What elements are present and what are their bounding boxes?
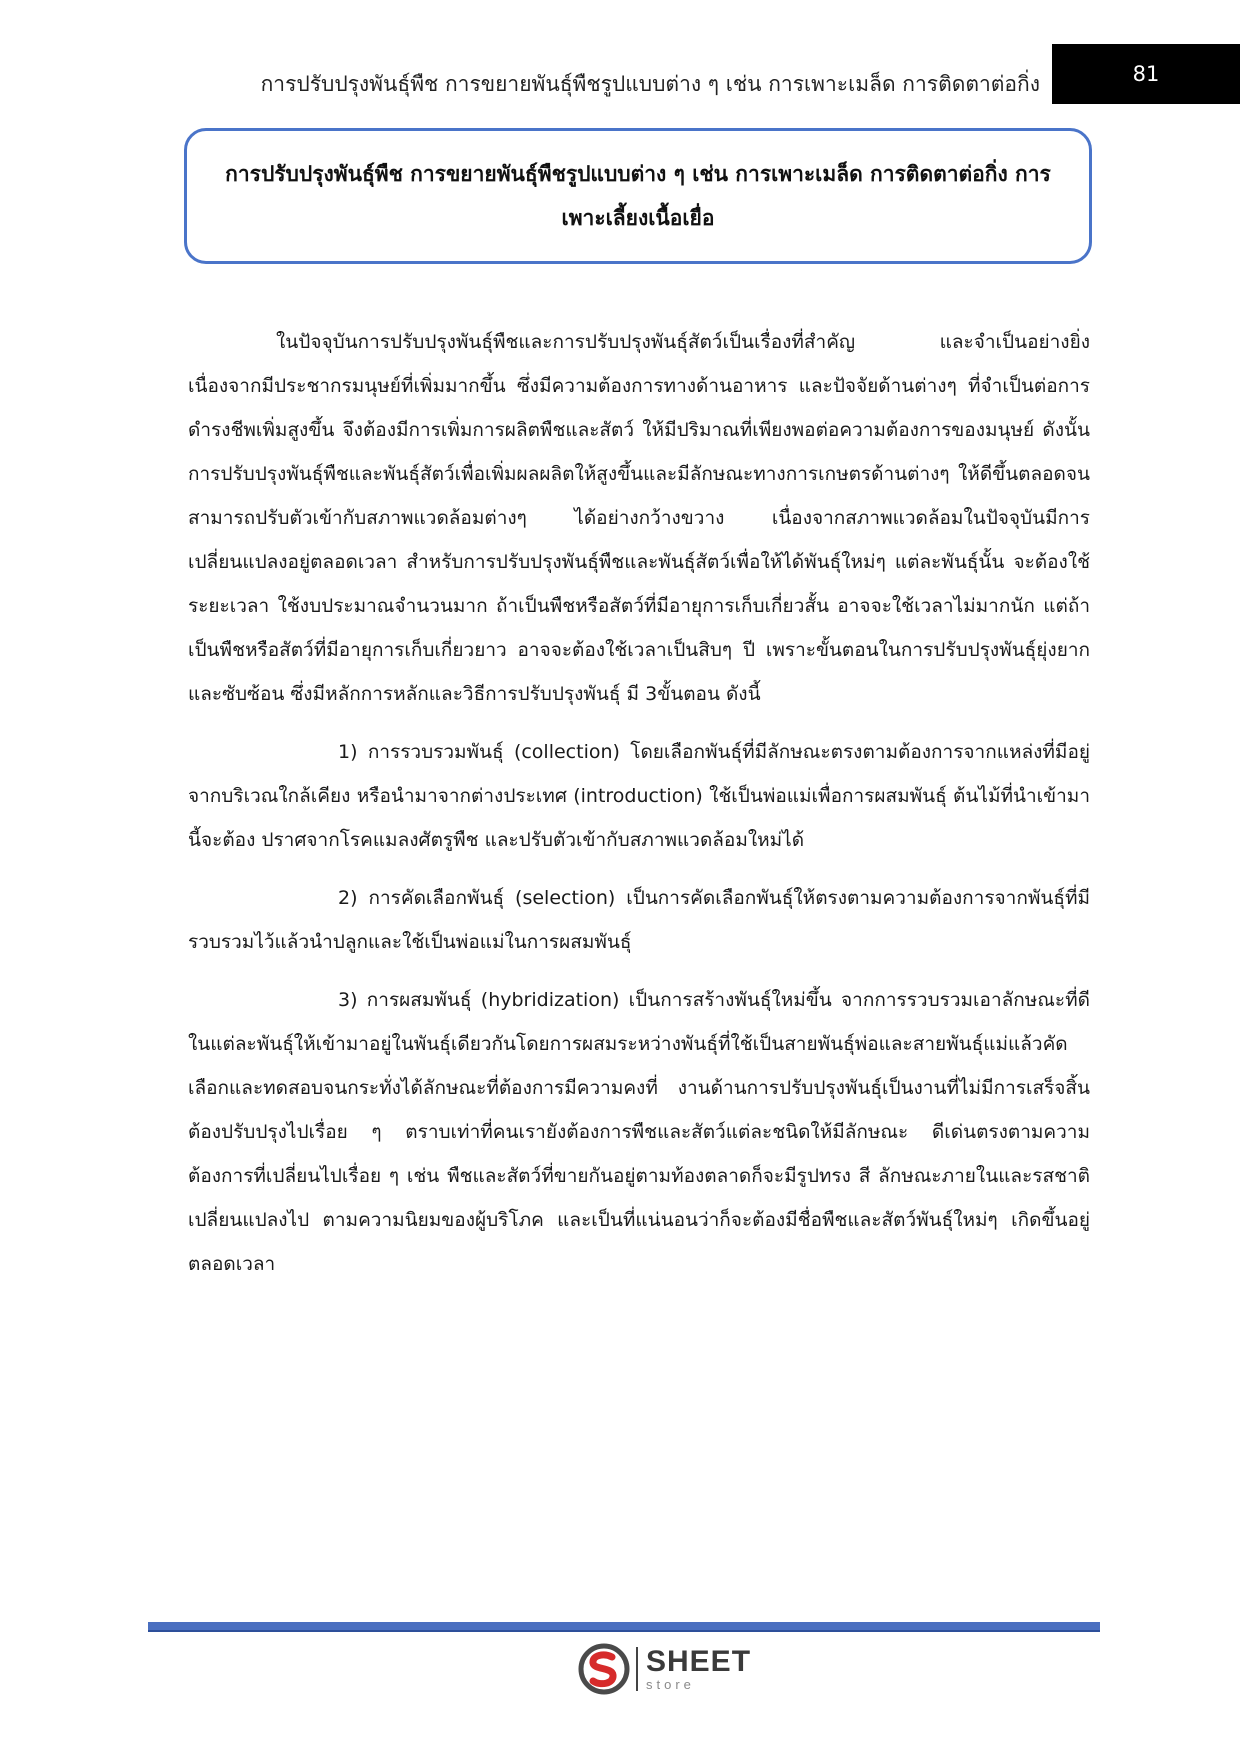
section-title-box xyxy=(184,128,1092,264)
page-number: 81 xyxy=(1132,62,1160,86)
intro-paragraph: ในปัจจุบันการปรับปรุงพันธุ์พืชและการปรับปรุงพันธุ์สัตว์เป็นเรื่องที่สำคัญ และจำเป็นอย่างยิ่ง เนื่องจากมีประชากรมนุษย์ที่เพิ่มมากขึ้น ซึ่งมีความต้องการทางด้านอาหาร และปัจจัยด้านต่างๆ ที่จำเป็นต่อการดำรงชีพเพิ่มสูงขึ้น จึงต้องมีการเพิ่มการผลิตพืชและสัตว์ ให้มีปริมาณที่เพียงพอต่อความต้องการของมนุษย์ ดังนั้นการปรับปรุงพันธุ์พืชและพันธุ์สัตว์เพื่อเพิ่มผลผลิตให้สูงขึ้นและมีลักษณะทางการเกษตรด้านต่างๆ ให้ดีขึ้นตลอดจนสามารถปรับตัวเข้ากับสภาพแวดล้อมต่างๆ ได้อย่างกว้างขวาง เนื่องจากสภาพแวดล้อมในปัจจุบันมีการเปลี่ยนแปลงอยู่ตลอดเวลา สำหรับการปรับปรุงพันธุ์พืชและพันธุ์สัตว์เพื่อให้ได้พันธุ์ใหม่ๆ แต่ละพันธุ์นั้น จะต้องใช้ระยะเวลา ใช้งบประมาณจำนวนมาก ถ้าเป็นพืชหรือสัตว์ที่มีอายุการเก็บเกี่ยวสั้น อาจจะใช้เวลาไม่มากนัก แต่ถ้าเป็นพืชหรือสัตว์ที่มีอายุการเก็บเกี่ยวยาว อาจจะต้องใช้เวลาเป็นสิบๆ ปี เพราะขั้นตอนในการปรับปรุงพันธุ์ยุ่งยากและซับซ้อน ซึ่งมีหลักการหลักและวิธีการปรับปรุงพันธุ์ มี 3ขั้นตอน ดังนี้ xyxy=(188,331,1090,705)
sheet-store-logo-icon xyxy=(578,1643,630,1695)
section-title: การปรับปรุงพันธุ์พืช การขยายพันธุ์พืชรูปแบบต่าง ๆ เช่น การเพาะเมล็ด การติดตาต่อกิ่ง การเพาะเลี้ยงเนื้อเยื่อ xyxy=(225,162,1051,230)
sheet-store-logo xyxy=(578,1642,751,1696)
footer-divider xyxy=(148,1622,1100,1632)
logo-separator xyxy=(636,1647,638,1691)
page-number-box xyxy=(1052,44,1240,104)
logo-main-text: SHEET xyxy=(646,1645,752,1678)
step-2-paragraph: 2) การคัดเลือกพันธุ์ (selection) เป็นการคัดเลือกพันธุ์ให้ตรงตามความต้องการจากพันธุ์ที่มีรวบรวมไว้แล้วนำปลูกและใช้เป็นพ่อแม่ในการผสมพันธุ์ xyxy=(188,887,1090,953)
step-1-paragraph: 1) การรวบรวมพันธุ์ (collection) โดยเลือกพันธุ์ที่มีลักษณะตรงตามต้องการจากแหล่งที่มีอยู่จากบริเวณใกล้เคียง หรือนำมาจากต่างประเทศ (introduction) ใช้เป็นพ่อแม่เพื่อการผสมพันธุ์ ต้นไม้ที่นำเข้ามานี้จะต้อง ปราศจากโรคแมลงศัตรูพืช และปรับตัวเข้ากับสภาพแวดล้อมใหม่ได้ xyxy=(188,741,1090,851)
body-text xyxy=(188,320,1090,1300)
running-header-title: การปรับปรุงพันธุ์พืช การขยายพันธุ์พืชรูปแบบต่าง ๆ เช่น การเพาะเมล็ด การติดตาต่อกิ่ง xyxy=(260,72,1040,96)
step-3-paragraph: 3) การผสมพันธุ์ (hybridization) เป็นการสร้างพันธุ์ใหม่ขึ้น จากการรวบรวมเอาลักษณะที่ดีในแต่ละพันธุ์ให้เข้ามาอยู่ในพันธุ์เดียวกันโดยการผสมระหว่างพันธุ์ที่ใช้เป็นสายพันธุ์พ่อและสายพันธุ์แม่แล้วคัดเลือกและทดสอบจนกระทั่งได้ลักษณะที่ต้องการมีความคงที่ งานด้านการปรับปรุงพันธุ์เป็นงานที่ไม่มีการเสร็จสิ้นต้องปรับปรุงไปเรื่อย ๆ ตราบเท่าที่คนเรายังต้องการพืชและสัตว์แต่ละชนิดให้มีลักษณะ ดีเด่นตรงตามความต้องการที่เปลี่ยนไปเรื่อย ๆ เช่น พืชและสัตว์ที่ขายกันอยู่ตามท้องตลาดก็จะมีรูปทรง สี ลักษณะภายในและรสชาติเปลี่ยนแปลงไป ตามความนิยมของผู้บริโภค และเป็นที่แน่นอนว่าก็จะต้องมีชื่อพืชและสัตว์พันธุ์ใหม่ๆ เกิดขึ้นอยู่ตลอดเวลา xyxy=(188,989,1090,1275)
logo-wordmark xyxy=(646,1647,751,1691)
logo-sub-text: store xyxy=(646,1677,695,1692)
